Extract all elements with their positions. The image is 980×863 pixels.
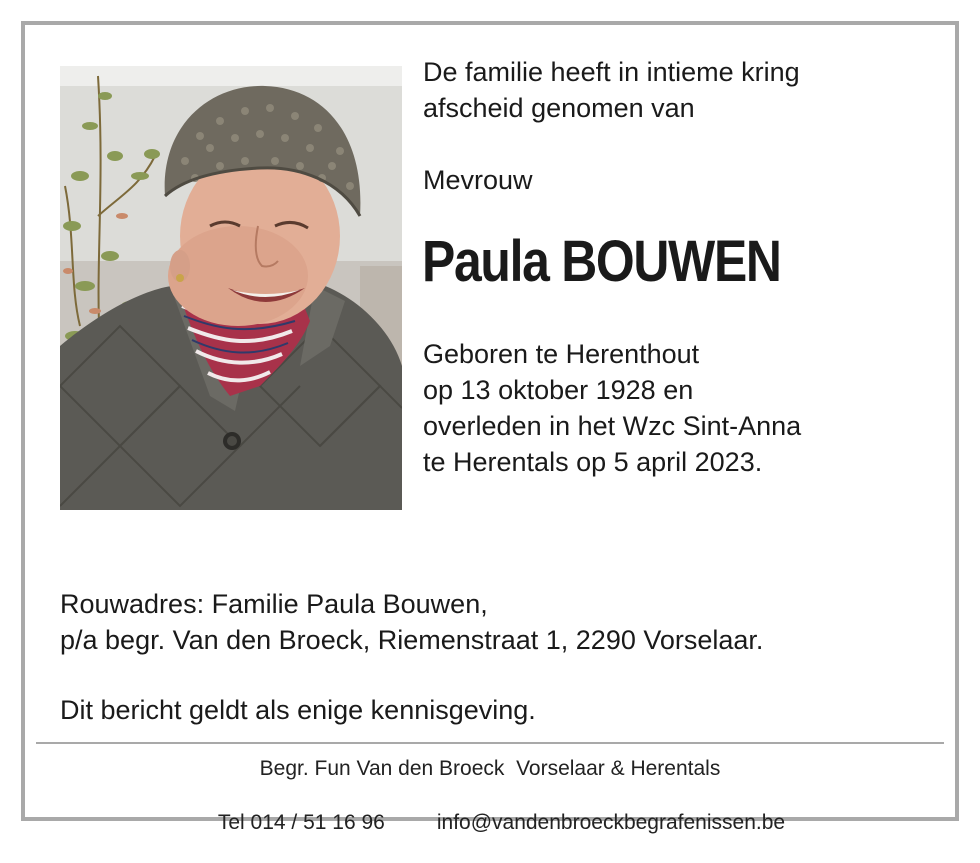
details-line: op 13 oktober 1928 en: [423, 375, 694, 405]
mourning-address: [60, 586, 763, 658]
notice-statement: Dit bericht geldt als enige kennisgeving.: [60, 695, 536, 725]
birth-death-details: [423, 336, 801, 480]
intro-text: [423, 54, 800, 126]
details-line: te Herentals op 5 april 2023.: [423, 447, 763, 477]
funeral-home-email[interactable]: info@vandenbroeckbegrafenissen.be: [436, 811, 786, 834]
details-line: overleden in het Wzc Sint-Anna: [423, 411, 802, 441]
deceased-name: Paula BOUWEN: [422, 229, 781, 294]
footer-divider: [36, 742, 944, 744]
funeral-home-phone: Tel 014 / 51 16 96: [217, 811, 385, 834]
details-line: Geboren te Herenthout: [423, 339, 700, 369]
address-line: Rouwadres: Familie Paula Bouwen,: [60, 589, 488, 619]
funeral-home-footer: [36, 755, 944, 863]
funeral-home-name: Begr. Fun Van den Broeck Vorselaar & Herentals: [259, 757, 721, 780]
intro-line: De familie heeft in intieme kring: [423, 57, 800, 87]
portrait-photo: [60, 66, 402, 510]
address-line: p/a begr. Van den Broeck, Riemenstraat 1, 2290 Vorselaar.: [60, 625, 764, 655]
honorific: Mevrouw: [423, 165, 533, 195]
intro-line: afscheid genomen van: [423, 93, 695, 123]
